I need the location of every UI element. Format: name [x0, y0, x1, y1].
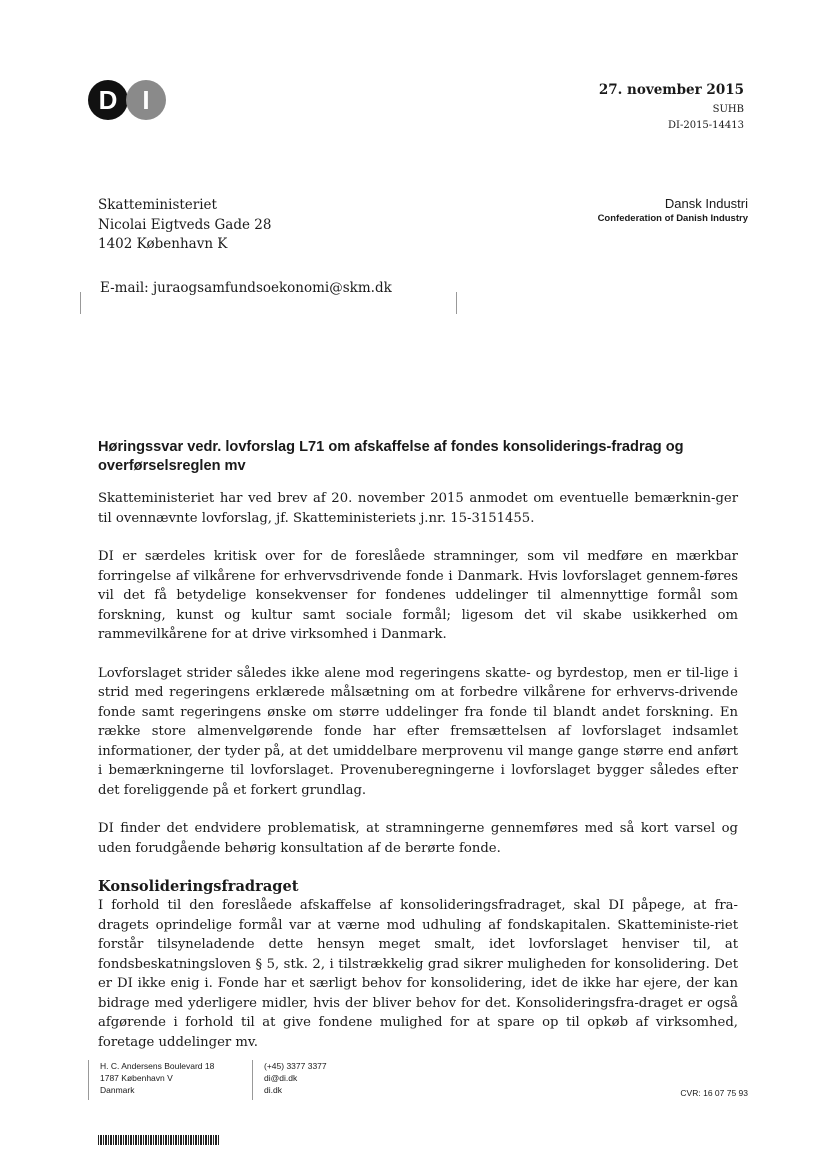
footer-email: di@di.dk	[264, 1072, 298, 1083]
footer-phone: (+45) 3377 3377	[264, 1061, 327, 1071]
footer-address-line: 1787 København V	[100, 1072, 173, 1083]
footer-divider	[252, 1060, 253, 1100]
sender-block	[598, 196, 748, 224]
sender-name: Dansk Industri	[664, 196, 748, 211]
paragraph: Lovforslaget strider således ikke alene mod regeringens skatte- og byrdestop, men er til-lige i strid med regeringens erklærede målsætning om at forbedre vilkårene for erhvervs-drivende fonde samt regeringens ønske om større uddelinger fra fonde til blandt andet forskning. En række store almenvelgørende fonde har efter fremsættelsen af lovforslaget indsamlet informationer, der tyder på, at det umiddelbare merprovenu vil mange gange større end anført i bemærkningerne til lovforslaget. Provenuberegningerne i lovforslaget bygger således efter det foreliggende på et forkert grundlag.	[98, 665, 738, 798]
letter-title: Høringssvar vedr. lovforslag L71 om afskaffelse af fondes konsoliderings-fradrag og overførselsreglen mv	[98, 439, 684, 474]
recipient-line: 1402 København K	[98, 236, 228, 253]
logo-letter-d: D	[88, 80, 128, 120]
footer-address-line: H. C. Andersens Boulevard 18	[100, 1061, 215, 1071]
initials: SUHB	[712, 103, 744, 115]
footer-address	[100, 1061, 214, 1097]
recipient-line: Skatteministeriet	[98, 197, 217, 213]
barcode-icon	[98, 1135, 220, 1145]
recipient-address	[98, 196, 271, 255]
letter-body	[98, 489, 738, 1071]
margin-line	[456, 292, 457, 314]
section-paragraph: I forhold til den foreslåede afskaffelse af konsolideringsfradraget, skal DI påpege, at fra-dragets oprindelige formål var at værne mod udhuling af fondskapitalen. Skatteministe-riet forstår tilsyneladende dette hensyn meget smalt, idet lovforslaget henviser til, at fondsbeskatningsloven § 5, stk. 2, i tilstrækkelig grad sikrer muligheden for konsolidering. Det er DI ikke enig i. Fonde har et særligt behov for konsolidering, idet de ikke har ejere, der kan bidrage med yderligere midler, hvis der bliver behov for det. Konsolideringsfra-draget er også afgørende i forhold til at give fondene mulighed for at spare op til opkøb af virksomhed, foretage uddelinger mv.	[98, 898, 738, 1050]
margin-line	[80, 292, 81, 314]
recipient-line: Nicolai Eigtveds Gade 28	[98, 216, 272, 233]
paragraph: Skatteministeriet har ved brev af 20. november 2015 anmodet om eventuelle bemærknin-ger til ovennævnte lovforslag, jf. Skatteministeriets j.nr. 15-3151455.	[98, 491, 738, 526]
di-logo	[88, 80, 178, 120]
header-meta	[599, 80, 744, 134]
footer-web: di.dk	[264, 1084, 282, 1095]
footer-address-line: Danmark	[100, 1084, 135, 1095]
letter-date: 27. november 2015	[598, 82, 744, 98]
recipient-email: E-mail: juraogsamfundsoekonomi@skm.dk	[100, 280, 392, 296]
footer-cvr: CVR: 16 07 75 93	[680, 1088, 748, 1098]
sender-subtitle: Confederation of Danish Industry	[597, 213, 748, 224]
reference-number: DI-2015-14413	[668, 119, 744, 131]
section-heading: Konsolideringsfradraget	[98, 878, 299, 895]
logo-letter-i: I	[126, 80, 166, 120]
paragraph: DI er særdeles kritisk over for de foreslåede stramninger, som vil medføre en mærkbar forringelse af vilkårene for erhvervsdrivende fonde i Danmark. Hvis lovforslaget gennem-føres vil det få betydelige konsekvenser for fondenes uddelinger til almennyttige formål som forskning, kunst og kultur samt sociale formål; ligesom det vil skabe usikkerhed om rammevilkårene for at drive virksomhed i Danmark.	[98, 549, 738, 642]
footer-divider	[88, 1060, 89, 1100]
footer-contact	[264, 1061, 327, 1097]
paragraph: DI finder det endvidere problematisk, at stramningerne gennemføres med så kort varsel og uden forudgående behørig konsultation af de berørte fonde.	[98, 821, 738, 856]
